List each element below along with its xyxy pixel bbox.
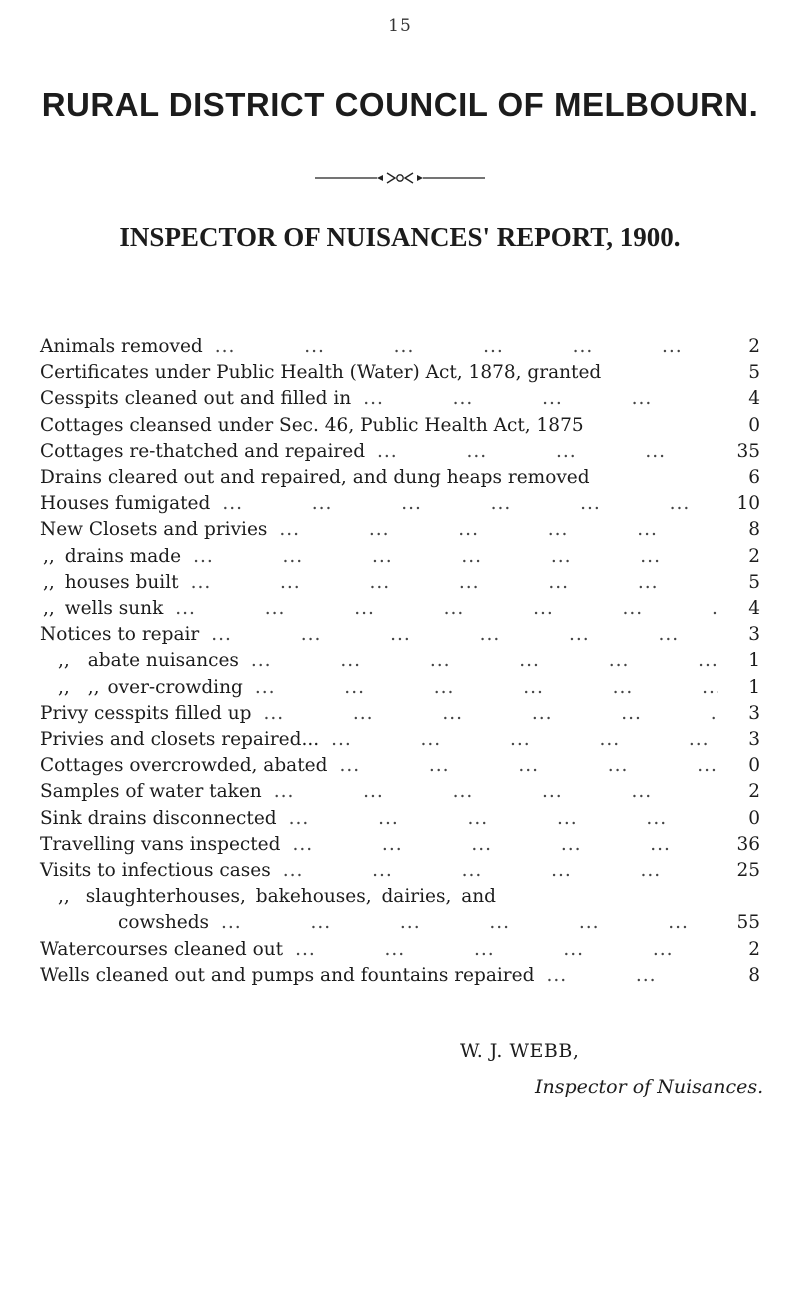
leader-dots — [211, 622, 718, 648]
list-item — [40, 701, 760, 727]
ditto-mark: ,, — [58, 886, 70, 908]
report-heading: RURAL DISTRICT COUNCIL OF MELBOURN. — [41, 86, 759, 123]
leader-dots — [292, 832, 718, 858]
leader-dots — [363, 386, 718, 412]
item-count: 6 — [748, 467, 760, 489]
leader-dots — [222, 491, 718, 517]
item-count: 2 — [748, 545, 760, 567]
leader-dots — [193, 544, 718, 570]
ditto-mark: ,, — [43, 598, 55, 620]
item-label: Drains cleared out and repaired, and dung heaps removed — [40, 467, 590, 489]
list-item — [40, 675, 760, 701]
list-item — [40, 596, 760, 622]
leader-dots — [175, 596, 718, 622]
list-item — [40, 334, 760, 360]
item-count: 5 — [748, 362, 760, 384]
item-count: 2 — [748, 781, 760, 803]
list-item — [40, 858, 760, 884]
leader-dots — [255, 675, 718, 701]
item-label: cowsheds — [118, 912, 210, 934]
item-count: 4 — [748, 388, 760, 410]
ditto-mark: ,, — [58, 676, 70, 698]
item-count: 55 — [736, 912, 760, 934]
item-label: over-crowding — [107, 676, 243, 698]
item-label: Cesspits cleaned out and filled in — [40, 388, 352, 410]
leader-dots — [279, 517, 718, 543]
item-count: 35 — [736, 440, 760, 462]
list-item — [40, 517, 760, 543]
item-label: Watercourses cleaned out — [40, 938, 284, 960]
signatory-title: Inspector of Nuisances. — [535, 1076, 764, 1098]
leader-dots — [289, 806, 718, 832]
item-label: Cottages cleansed under Sec. 46, Public Health Act, 1875 — [40, 414, 584, 436]
item-label: Certificates under Public Health (Water) Act, 1878, granted — [40, 362, 602, 384]
list-item — [40, 544, 760, 570]
item-count: 8 — [748, 964, 760, 986]
item-label: Sink drains disconnected — [40, 807, 277, 829]
list-item — [40, 648, 760, 674]
list-item — [40, 570, 760, 596]
item-label: Privy cesspits filled up — [40, 702, 252, 724]
leader-dots — [263, 701, 718, 727]
list-item — [40, 386, 760, 412]
list-item — [40, 465, 760, 491]
item-label: Cottages overcrowded, abated — [40, 755, 328, 777]
item-count: 10 — [736, 493, 760, 515]
leader-dots — [274, 779, 718, 805]
item-label: Wells cleaned out and pumps and fountains repaired — [40, 964, 535, 986]
item-count: 1 — [748, 650, 760, 672]
item-count: 8 — [748, 519, 760, 541]
item-count: 0 — [748, 755, 760, 777]
item-count: 5 — [748, 571, 760, 593]
item-label: Travelling vans inspected — [40, 833, 281, 855]
report-subtitle: INSPECTOR OF NUISANCES' REPORT, 1900. — [119, 222, 681, 252]
leader-dots — [221, 910, 718, 936]
leader-dots — [295, 937, 718, 963]
item-count: 4 — [748, 598, 760, 620]
leader-dots — [283, 858, 718, 884]
item-label: slaughterhouses, bakehouses, dairies, and — [85, 886, 497, 908]
list-item — [40, 779, 760, 805]
leader-dots — [339, 753, 718, 779]
item-count: 0 — [748, 807, 760, 829]
list-item — [40, 491, 760, 517]
leader-dots — [215, 334, 718, 360]
leader-dots — [191, 570, 718, 596]
item-count: 2 — [748, 336, 760, 357]
ornament-divider-icon — [315, 170, 485, 186]
item-label: Houses fumigated — [40, 493, 211, 515]
item-count: 3 — [748, 624, 760, 646]
list-item — [40, 360, 760, 386]
item-label: Samples of water taken — [40, 781, 262, 803]
item-count: 25 — [736, 860, 760, 882]
item-count: 3 — [748, 702, 760, 724]
report-items-list — [40, 334, 760, 989]
page-number: 15 — [388, 16, 412, 36]
item-count: 0 — [748, 414, 760, 436]
list-item — [40, 963, 760, 989]
item-count: 1 — [748, 676, 760, 698]
ditto-mark: ,, — [87, 676, 100, 698]
item-label: Animals removed — [40, 336, 203, 357]
ditto-mark: ,, — [43, 545, 55, 567]
item-count: 2 — [748, 938, 760, 960]
item-count: 3 — [748, 729, 760, 751]
list-item — [40, 884, 760, 910]
item-label: Cottages re-thatched and repaired — [40, 440, 366, 462]
item-count: 36 — [736, 833, 760, 855]
list-item — [40, 832, 760, 858]
list-item — [40, 622, 760, 648]
list-item — [40, 937, 760, 963]
item-label: houses built — [64, 571, 179, 593]
list-item — [40, 439, 760, 465]
leader-dots — [251, 648, 718, 674]
item-label: Notices to repair — [40, 624, 200, 646]
item-label: Privies and closets repaired... — [40, 729, 320, 751]
leader-dots — [377, 439, 718, 465]
list-item — [40, 727, 760, 753]
ditto-mark: ,, — [58, 650, 70, 672]
item-label: New Closets and privies — [40, 519, 268, 541]
list-item — [40, 806, 760, 832]
item-label: drains made — [64, 545, 182, 567]
item-label: Visits to infectious cases — [40, 860, 271, 882]
list-item — [40, 910, 760, 936]
item-label: wells sunk — [64, 598, 164, 620]
signatory-name: W. J. WEBB, — [460, 1040, 580, 1062]
item-label: abate nuisances — [87, 650, 239, 672]
list-item — [40, 413, 760, 439]
list-item — [40, 753, 760, 779]
leader-dots — [331, 727, 718, 753]
leader-dots — [546, 963, 718, 989]
ditto-mark: ,, — [43, 571, 55, 593]
